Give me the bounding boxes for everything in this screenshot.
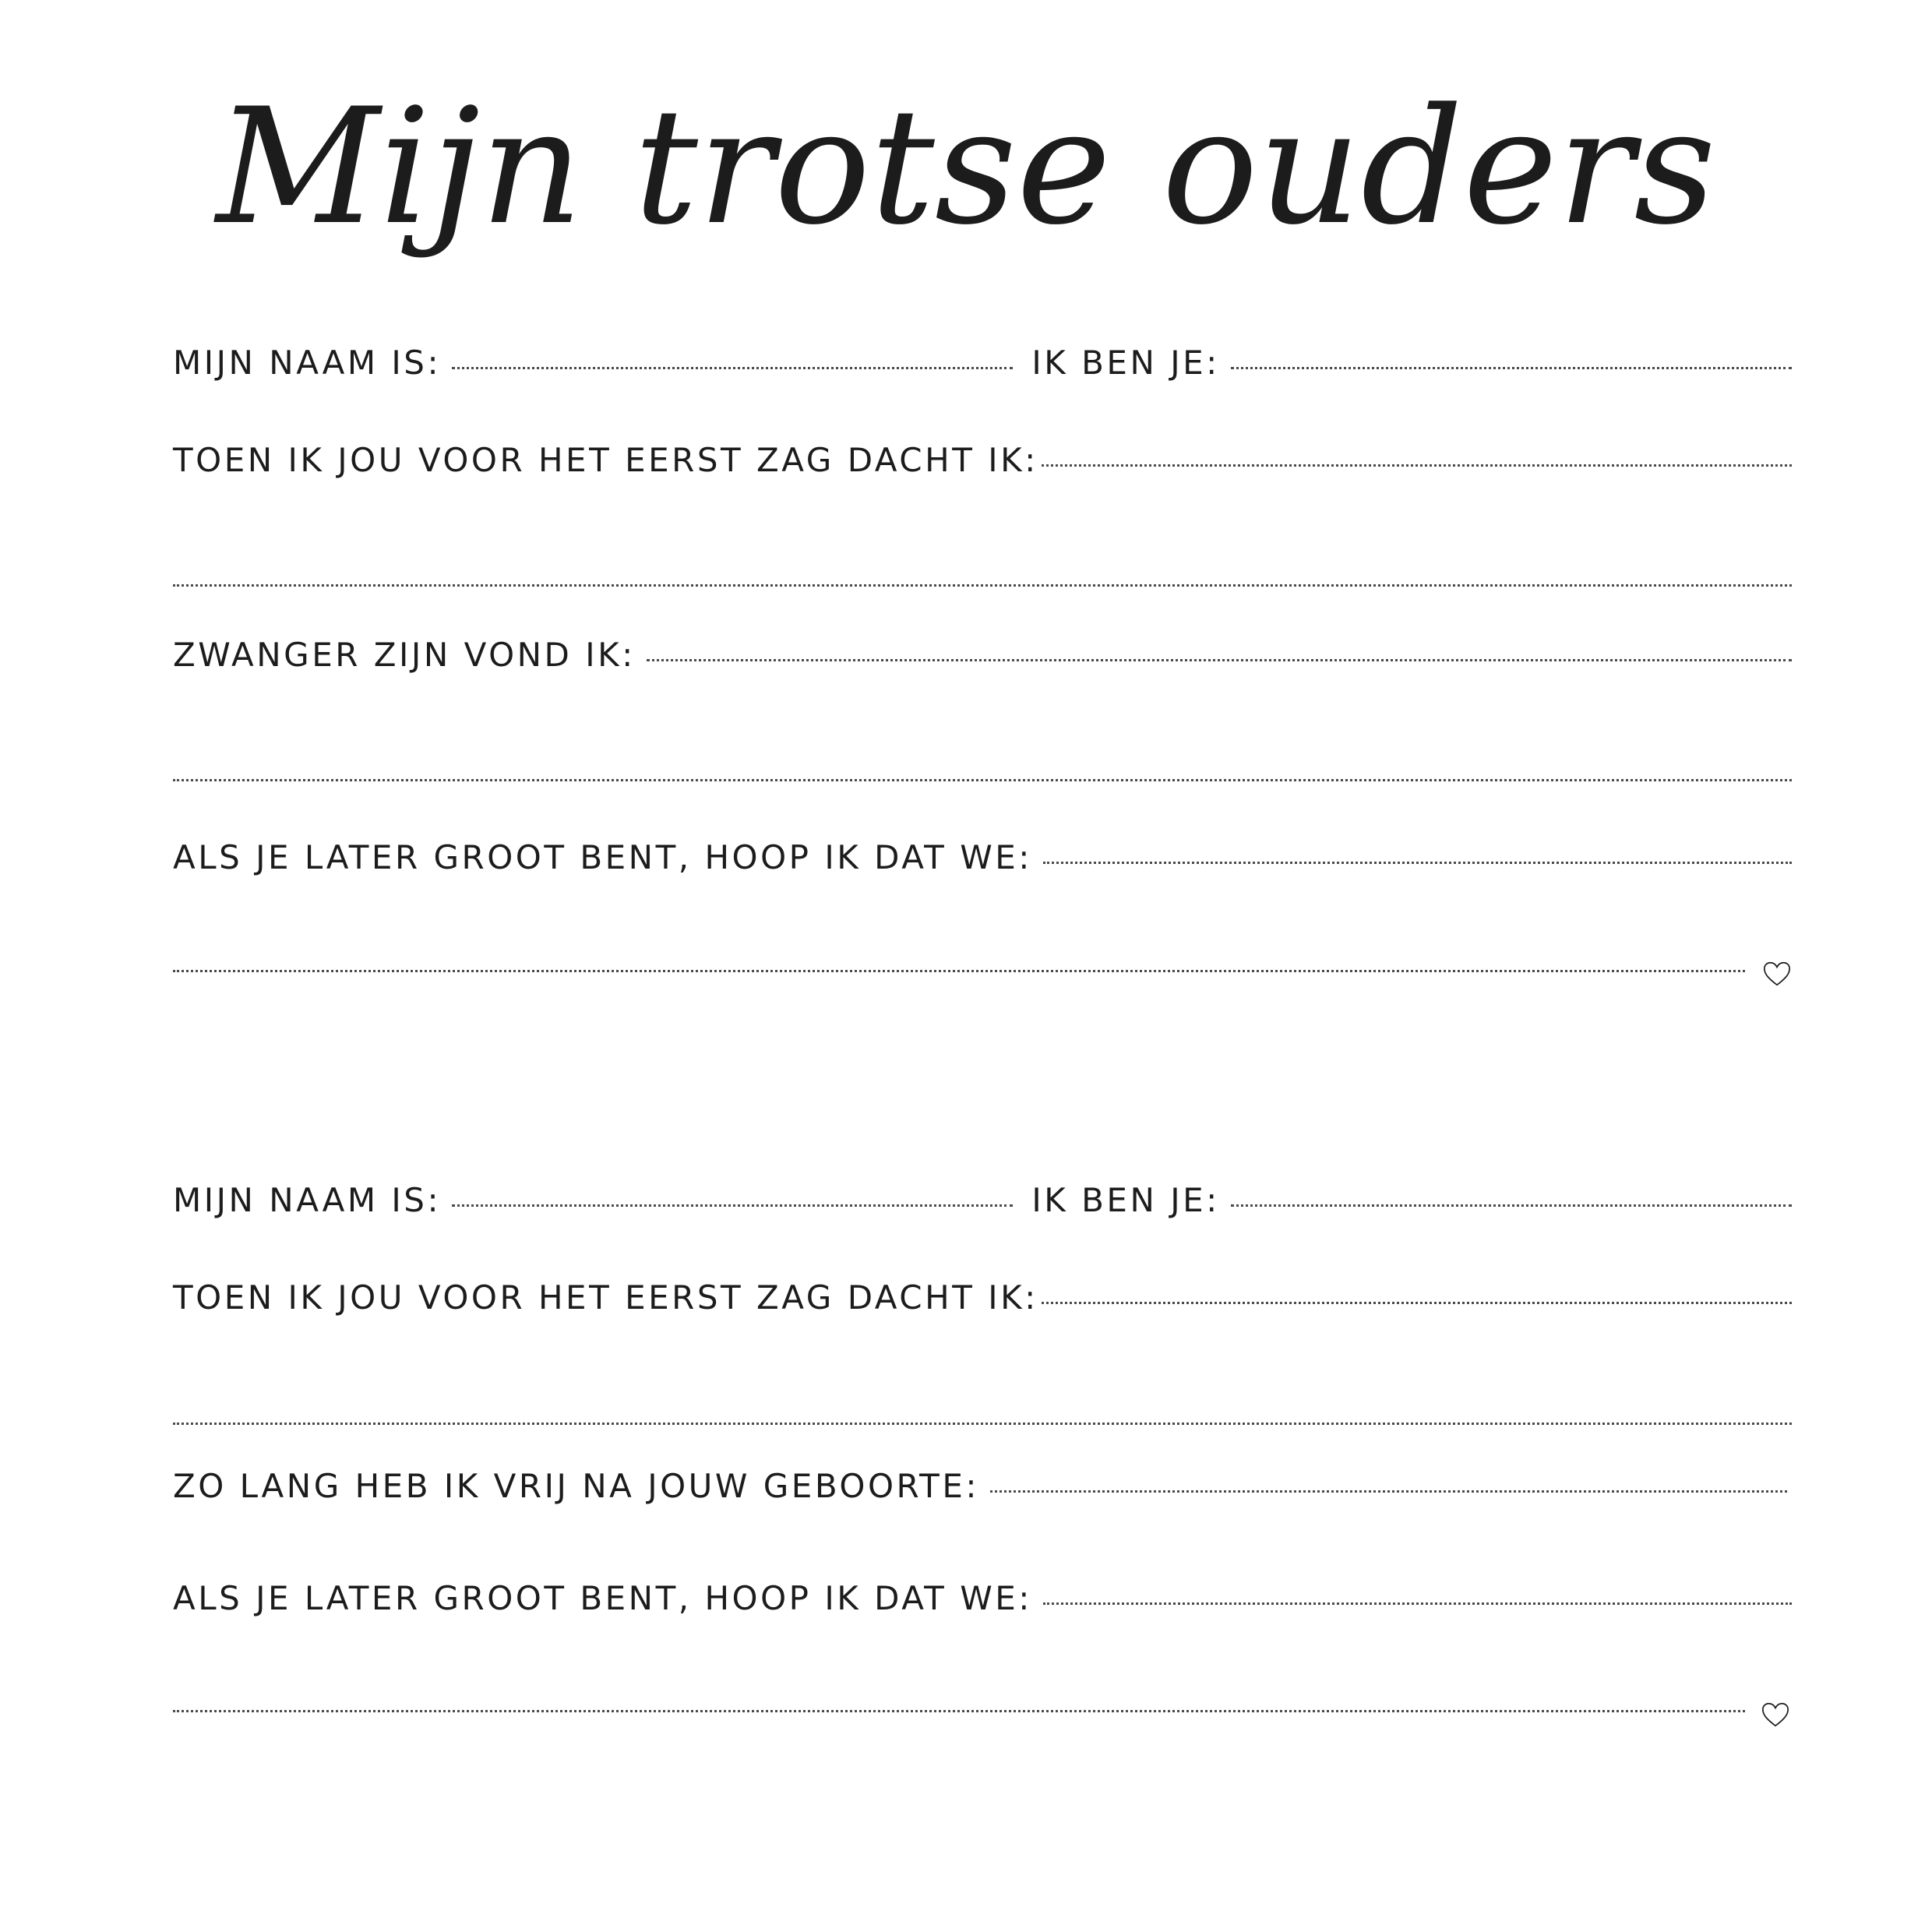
parent2-leave-field[interactable]: [990, 1490, 1787, 1493]
parent1-name-field[interactable]: [452, 367, 1013, 369]
parent1-hope-row: [173, 838, 1792, 896]
parent1-first-sight-row: [173, 441, 1792, 499]
parent1-role-label: IK BEN JE:: [1031, 344, 1220, 382]
parent2-role-label: IK BEN JE:: [1031, 1181, 1220, 1219]
parent2-name-label: MIJN NAAM IS:: [173, 1181, 442, 1219]
parent1-hope-label: ALS JE LATER GROOT BENT, HOOP IK DAT WE:: [173, 838, 1032, 876]
heart-outline-icon: [1762, 960, 1792, 988]
parent1-pregnancy-label: ZWANGER ZIJN VOND IK:: [173, 636, 636, 674]
parent2-hope-field[interactable]: [1043, 1602, 1792, 1605]
parent1-first-sight-field-line-2[interactable]: [173, 584, 1792, 587]
parent1-name-role-row: [173, 344, 1792, 401]
parent2-name-role-row: [173, 1181, 1792, 1239]
parent1-first-sight-label: TOEN IK JOU VOOR HET EERST ZAG DACHT IK:: [173, 441, 1038, 479]
parent2-leave-row: [173, 1467, 1792, 1525]
parent1-first-sight-field[interactable]: [1042, 464, 1792, 467]
heart-outline-icon: [1761, 1701, 1790, 1729]
parent2-name-field[interactable]: [452, 1204, 1013, 1207]
page-title-text: Mijn trotse ouders: [216, 75, 1716, 260]
parent1-pregnancy-row: [173, 636, 1792, 693]
parent2-hope-row: [173, 1579, 1792, 1637]
parent2-first-sight-row: [173, 1278, 1792, 1336]
parent1-pregnancy-field-line-2[interactable]: [173, 779, 1792, 781]
parent1-hope-field[interactable]: [1043, 862, 1792, 864]
heart-outline-icon-svg: [1761, 1701, 1790, 1729]
parent2-role-field[interactable]: [1231, 1204, 1792, 1207]
heart-outline-icon-svg: [1762, 960, 1792, 988]
parent2-first-sight-field[interactable]: [1042, 1302, 1792, 1304]
page-title-svg: [0, 16, 1932, 273]
parent2-leave-label: ZO LANG HEB IK VRIJ NA JOUW GEBOORTE:: [173, 1467, 980, 1505]
parent2-hope-field-line-2[interactable]: [173, 1710, 1745, 1712]
parent2-first-sight-label: TOEN IK JOU VOOR HET EERST ZAG DACHT IK:: [173, 1278, 1038, 1317]
parent1-hope-field-line-2[interactable]: [173, 970, 1745, 972]
page-title: [0, 16, 1932, 273]
parent1-role-field[interactable]: [1231, 367, 1792, 369]
parent1-pregnancy-field[interactable]: [647, 659, 1792, 661]
parent1-name-label: MIJN NAAM IS:: [173, 344, 442, 382]
parent2-first-sight-field-line-2[interactable]: [173, 1423, 1792, 1425]
parent2-hope-label: ALS JE LATER GROOT BENT, HOOP IK DAT WE:: [173, 1579, 1032, 1617]
